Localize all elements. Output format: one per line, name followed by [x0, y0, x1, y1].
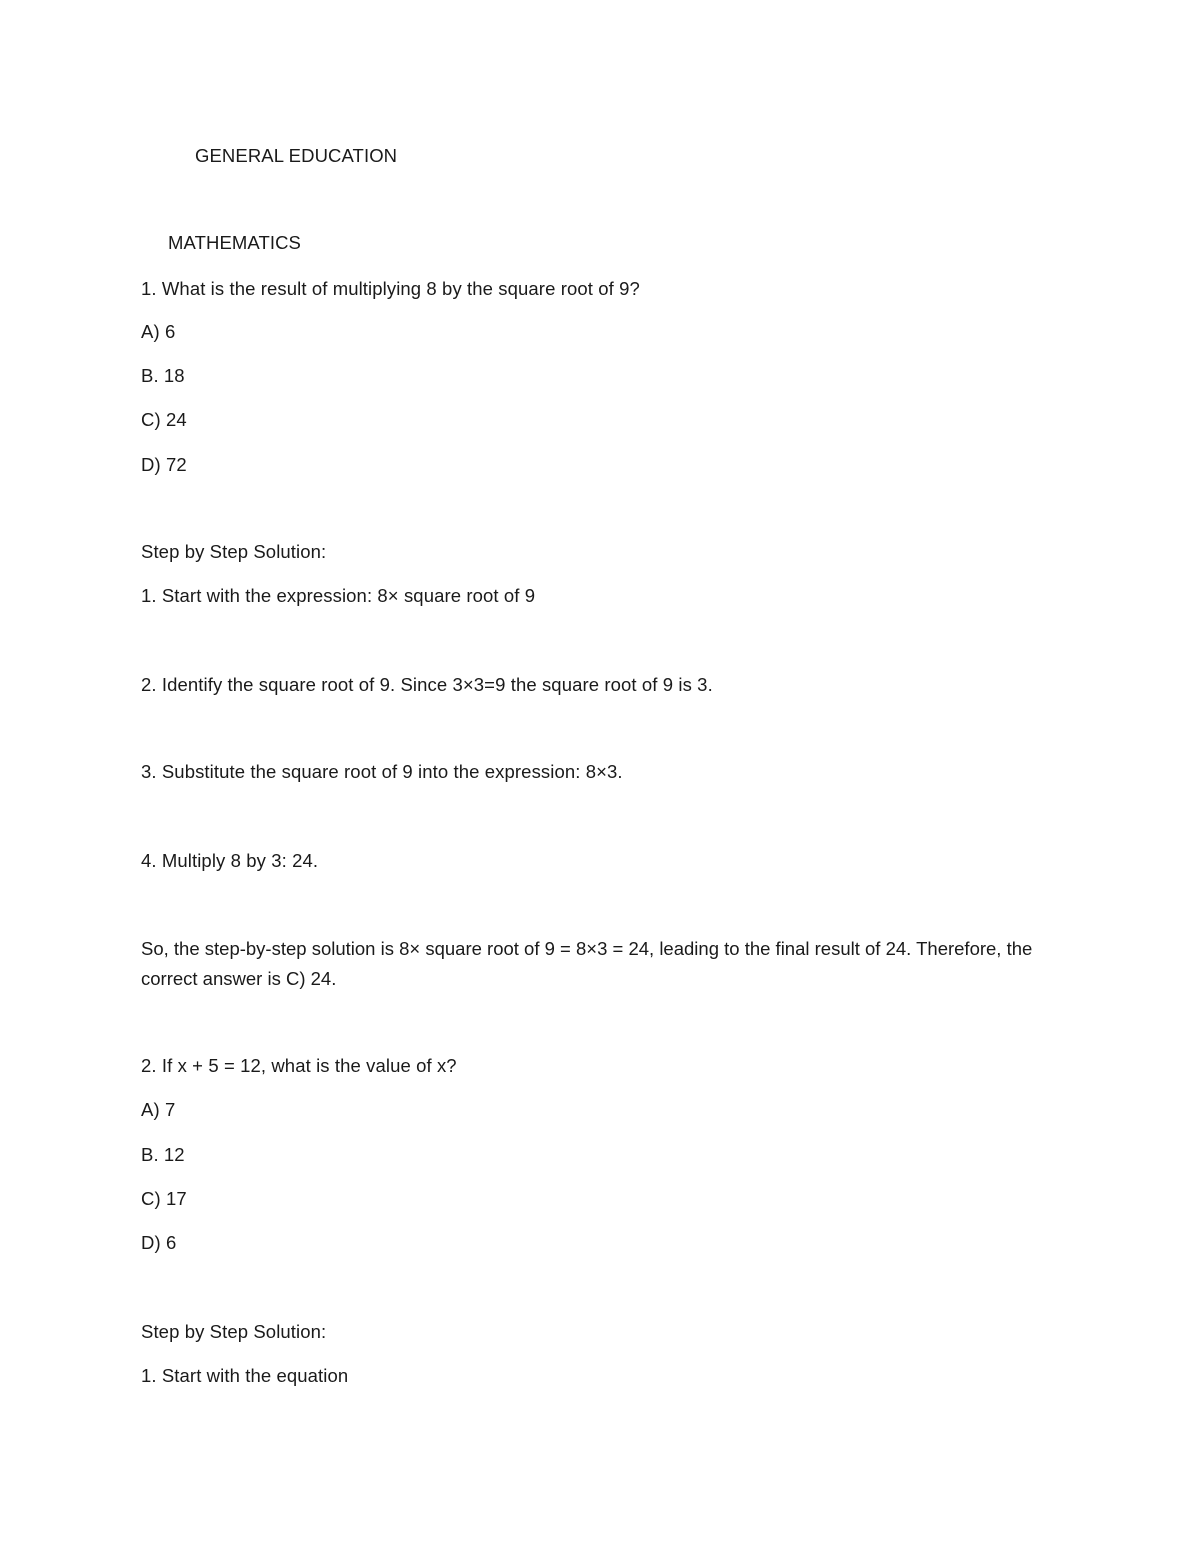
- question-1-step-3: 3. Substitute the square root of 9 into the expression: 8×3.: [141, 761, 623, 782]
- question-1-step-1: 1. Start with the expression: 8× square root of 9: [141, 585, 536, 606]
- question-1-text: 1. What is the result of multiplying 8 by the square root of 9?: [141, 278, 640, 299]
- question-1-step-4: 4. Multiply 8 by 3: 24.: [141, 850, 319, 871]
- question-2-option-d: D) 6: [141, 1232, 177, 1253]
- question-2-option-a: A) 7: [141, 1099, 176, 1120]
- question-1-option-c: C) 24: [141, 409, 187, 430]
- question-1-option-a: A) 6: [141, 321, 176, 342]
- question-1-solution-heading: Step by Step Solution:: [141, 541, 327, 562]
- question-1-conclusion: So, the step-by-step solution is 8× square root of 9 = 8×3 = 24, leading to the final result of 24. Therefore, the correct answer is C) 24.: [141, 938, 1033, 989]
- question-2-option-b: B. 12: [141, 1144, 185, 1165]
- question-1-option-d: D) 72: [141, 454, 187, 475]
- subject-heading: MATHEMATICS: [168, 232, 301, 253]
- question-1-option-b: B. 18: [141, 365, 185, 386]
- question-2-solution-heading: Step by Step Solution:: [141, 1321, 327, 1342]
- question-2-option-c: C) 17: [141, 1188, 187, 1209]
- document-title: GENERAL EDUCATION: [195, 145, 398, 166]
- question-1-step-2: 2. Identify the square root of 9. Since 3×3=9 the square root of 9 is 3.: [141, 674, 713, 695]
- question-2-text: 2. If x + 5 = 12, what is the value of x?: [141, 1055, 457, 1076]
- question-2-step-1: 1. Start with the equation: [141, 1365, 349, 1386]
